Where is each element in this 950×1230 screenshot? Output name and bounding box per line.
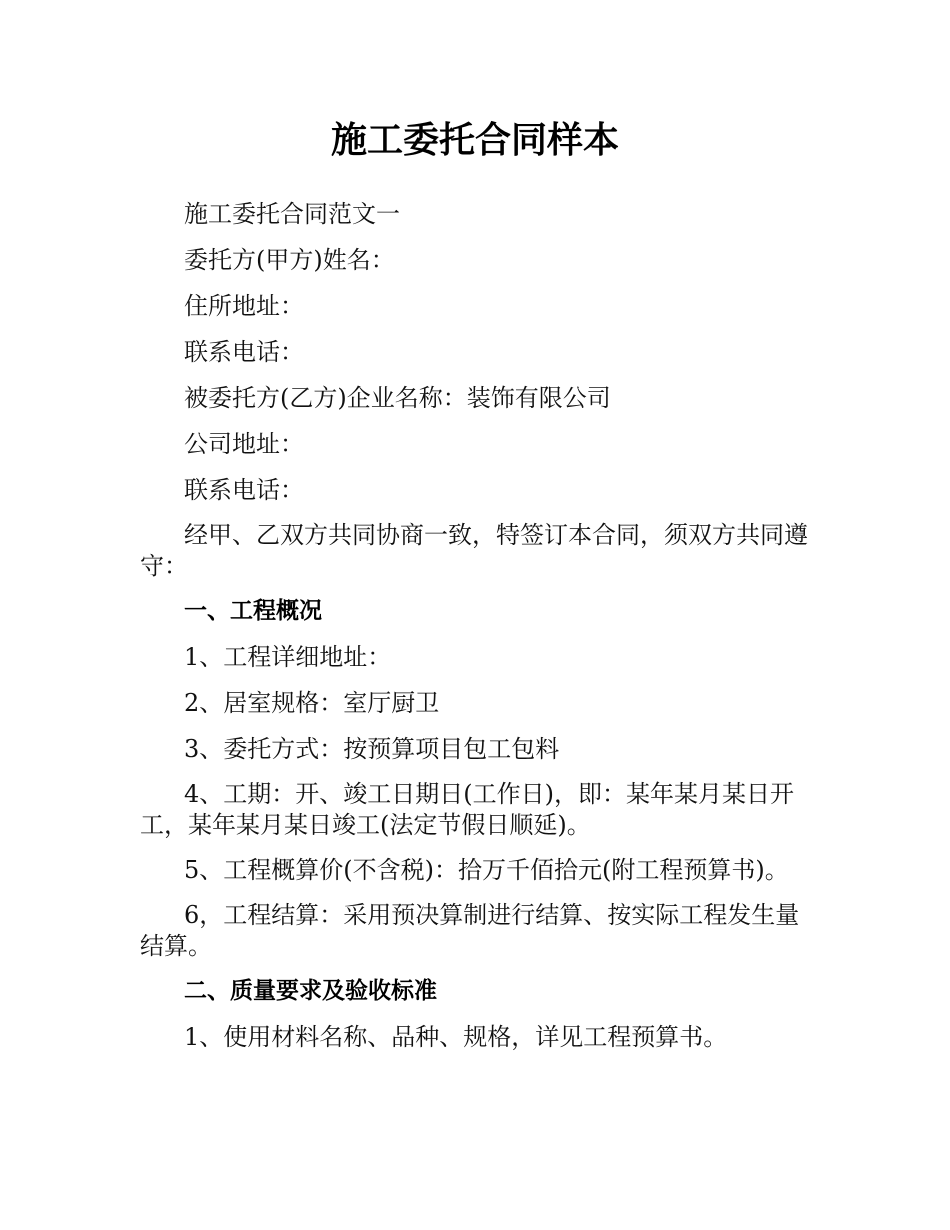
contractor-name-line: 被委托方(乙方)企业名称：装饰有限公司 bbox=[184, 384, 611, 412]
overview-item-estimate: 5、工程概算价(不含税)：拾万千佰拾元(附工程预算书)。 bbox=[184, 856, 789, 884]
overview-item-schedule: 4、工期：开、竣工日期日(工作日)，即：某年某月某日开工，某年某月某日竣工(法定节假日顺延)。 bbox=[140, 780, 794, 839]
section-heading-overview: 一、工程概况 bbox=[184, 598, 322, 624]
overview-item-method: 3、委托方式：按预算项目包工包料 bbox=[184, 735, 560, 763]
overview-item-settlement: 6，工程结算：采用预决算制进行结算、按实际工程发生量结算。 bbox=[140, 901, 800, 960]
client-address-line: 住所地址： bbox=[184, 292, 304, 320]
agreement-paragraph: 经甲、乙双方共同协商一致，特签订本合同，须双方共同遵守： bbox=[140, 521, 808, 580]
client-name-line: 委托方(甲方)姓名： bbox=[184, 246, 395, 274]
contractor-phone-line: 联系电话： bbox=[184, 476, 304, 504]
overview-item-address: 1、工程详细地址： bbox=[184, 643, 392, 671]
document-title: 施工委托合同样本 bbox=[330, 120, 619, 161]
document-body bbox=[140, 198, 810, 1067]
overview-item-room-spec: 2、居室规格：室厅厨卫 bbox=[184, 689, 440, 717]
client-phone-line: 联系电话： bbox=[184, 338, 304, 366]
quality-item-materials: 1、使用材料名称、品种、规格，详见工程预算书。 bbox=[184, 1023, 728, 1051]
contractor-address-line: 公司地址： bbox=[184, 430, 304, 458]
section-heading-quality: 二、质量要求及验收标准 bbox=[184, 978, 437, 1004]
contract-subtitle: 施工委托合同范文一 bbox=[184, 200, 400, 228]
